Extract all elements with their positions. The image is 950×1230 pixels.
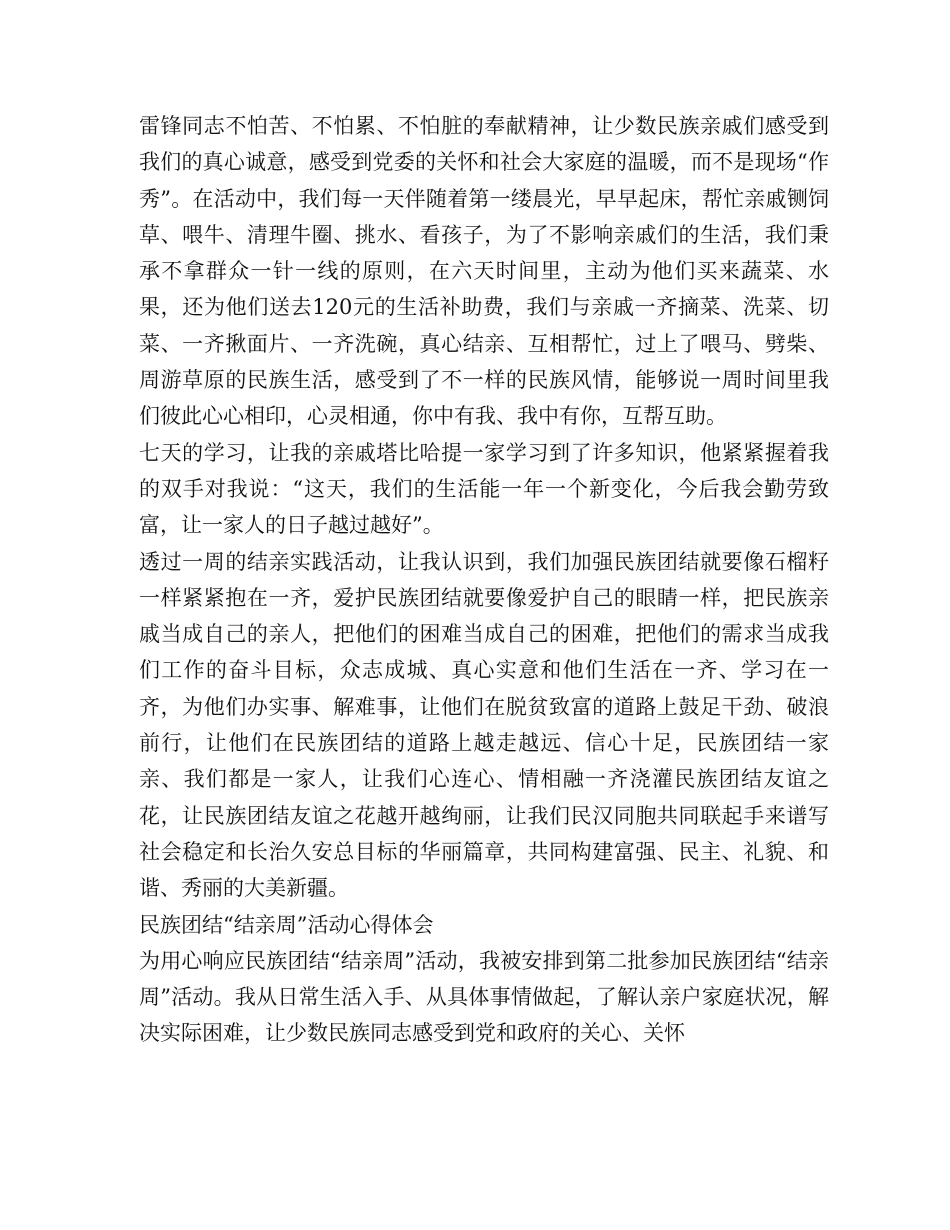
paragraph-volunteer-activities: 雷锋同志不怕苦、不怕累、不怕脏的奉献精神，让少数民族亲戚们感受到我们的真心诚意，感受到党委的关怀和社会大家庭的温暖，而不是现场“作秀”。在活动中，我们每一天伴随着第一缕晨光，早早起床，帮忙亲戚铡饲草、喂牛、清理牛圈、挑水、看孩子，为了不影响亲戚们的生活，我们秉承不拿群众一针一线的原则，在六天时间里，主动为他们买来蔬菜、水果，还为他们送去120元的生活补助费，我们与亲戚一齐摘菜、洗菜、切菜、一齐揪面片、一齐洗碗，真心结亲、互相帮忙，过上了喂马、劈柴、周游草原的民族生活，感受到了不一样的民族风情，能够说一周时间里我们彼此心心相印，心灵相通，你中有我、我中有你，互帮互助。 [139,114,829,429]
paragraph-ethnic-unity: 透过一周的结亲实践活动，让我认识到，我们加强民族团结就要像石榴籽一样紧紧抱在一齐，爱护民族团结就要像爱护自己的眼睛一样，把民族亲戚当成自己的亲人，把他们的困难当成自己的困难，把他们的需求当成我们工作的奋斗目标，众志成城、真心实意和他们生活在一齐、学习在一齐，为他们办实事、解难事，让他们在脱贫致富的道路上鼓足干劲、破浪前行，让他们在民族团结的道路上越走越远、信心十足，民族团结一家亲、我们都是一家人，让我们心连心、情相融一齐浇灌民族团结友谊之花，让民族团结友谊之花越开越绚丽，让我们民汉同胞共同联起手来谱写社会稳定和长治久安总目标的华丽篇章，共同构建富强、民主、礼貌、和谐、秀丽的大美新疆。 [139,549,829,901]
section-heading: 民族团结“结亲周”活动心得体会 [139,912,434,937]
paragraph-relative-quote: 七天的学习，让我的亲戚塔比哈提一家学习到了许多知识，他紧紧握着我的双手对我说：“这天，我们的生活能一年一个新变化，今后我会勤劳致富，让一家人的日子越过越好”。 [139,440,829,538]
document-body [139,108,829,1052]
paragraph-second-batch: 为用心响应民族团结“结亲周”活动，我被安排到第二批参加民族团结“结亲周”活动。我从日常生活入手、从具体事情做起，了解认亲户家庭状况，解决实际困难，让少数民族同志感受到党和政府的关心、关怀 [139,948,829,1046]
